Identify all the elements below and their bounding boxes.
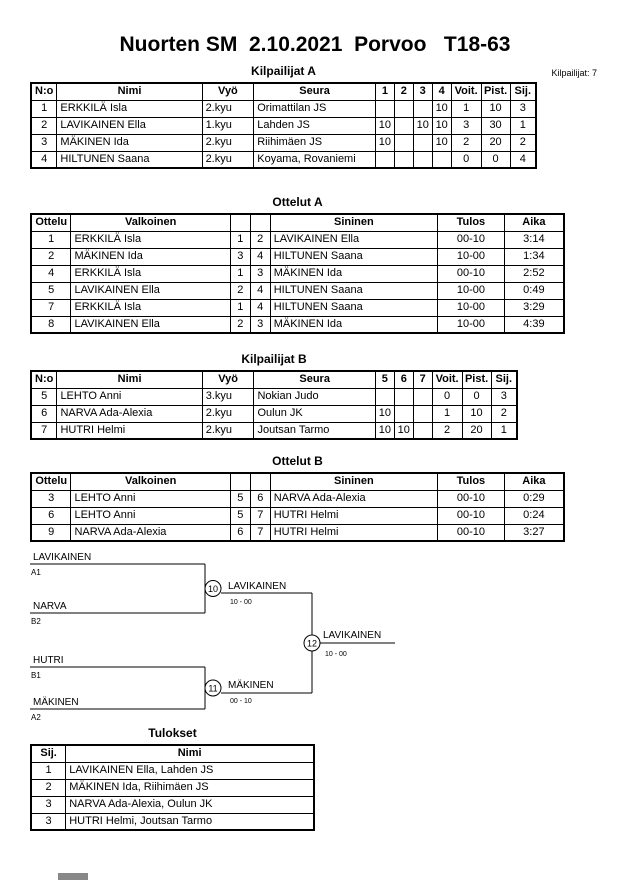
cell-white-no: 1 xyxy=(230,231,250,248)
col-header-nimi: Nimi xyxy=(57,371,202,388)
cell-blue-no: 2 xyxy=(250,231,270,248)
col-header-nimi: Nimi xyxy=(57,83,202,100)
cell-sij: 3 xyxy=(510,100,536,117)
cell-no: 2 xyxy=(31,117,57,134)
cell-white-no: 2 xyxy=(230,316,250,333)
cell-no: 5 xyxy=(31,388,57,405)
col-header-blue-no xyxy=(250,473,270,490)
cell-tulos: 10-00 xyxy=(438,282,505,299)
cell-blue-name: MÄKINEN Ida xyxy=(270,316,437,333)
cell-white-name: MÄKINEN Ida xyxy=(71,248,230,265)
cell-sij: 2 xyxy=(510,134,536,151)
cell-seura: Lahden JS xyxy=(254,117,376,134)
cell-score-5: 10 xyxy=(375,422,394,439)
cell-sij: 3 xyxy=(491,388,517,405)
cell-nimi: HUTRI Helmi xyxy=(57,422,202,439)
cell-aika: 0:29 xyxy=(504,490,564,507)
bracket-sf1-top-seed: A1 xyxy=(31,568,41,577)
bracket-sf2-score: 00 - 10 xyxy=(230,698,252,705)
cell-blue-name: LAVIKAINEN Ella xyxy=(270,231,437,248)
cell-match-no: 8 xyxy=(31,316,71,333)
cell-score-1 xyxy=(375,151,394,168)
table-row xyxy=(31,796,314,813)
cell-aika: 3:29 xyxy=(504,299,564,316)
table-row xyxy=(31,151,536,168)
cell-white-no: 1 xyxy=(230,299,250,316)
col-header-pist: Pist. xyxy=(481,83,510,100)
cell-score-2 xyxy=(394,117,413,134)
col-header-vyo: Vyö xyxy=(202,83,254,100)
heading-kilpailijat-a: Kilpailijat A xyxy=(251,64,316,78)
col-header-6: 6 xyxy=(394,371,413,388)
col-header-valkoinen: Valkoinen xyxy=(71,214,230,231)
cell-pist: 0 xyxy=(462,388,491,405)
cell-voit: 1 xyxy=(432,405,462,422)
cell-score-2 xyxy=(394,151,413,168)
col-header-1: 1 xyxy=(375,83,394,100)
cell-blue-name: NARVA Ada-Alexia xyxy=(270,490,437,507)
bracket-final-winner: LAVIKAINEN xyxy=(323,630,382,641)
col-header-ottelu: Ottelu xyxy=(31,473,71,490)
cell-white-no: 1 xyxy=(230,265,250,282)
col-header-sij: Sij. xyxy=(31,745,66,762)
cell-voit: 1 xyxy=(451,100,481,117)
cell-aika: 3:27 xyxy=(504,524,564,541)
cell-match-no: 3 xyxy=(31,490,71,507)
col-header-2: 2 xyxy=(394,83,413,100)
cell-no: 4 xyxy=(31,151,57,168)
bracket-sf1-bottom-seed: B2 xyxy=(31,617,41,626)
col-header-voit: Voit. xyxy=(432,371,462,388)
cell-aika: 4:39 xyxy=(504,316,564,333)
cell-score-3 xyxy=(413,134,432,151)
cell-score-1: 10 xyxy=(375,117,394,134)
col-header-pist: Pist. xyxy=(462,371,491,388)
col-header-sij: Sij. xyxy=(491,371,517,388)
cell-no: 3 xyxy=(31,134,57,151)
cell-white-name: LAVIKAINEN Ella xyxy=(71,282,230,299)
cell-white-name: LEHTO Anni xyxy=(71,507,230,524)
cell-blue-no: 3 xyxy=(250,265,270,282)
header-row xyxy=(31,83,536,100)
col-header-7: 7 xyxy=(413,371,432,388)
cell-sij: 2 xyxy=(491,405,517,422)
cell-voit: 3 xyxy=(451,117,481,134)
bracket-sf2-bottom-name: MÄKINEN xyxy=(33,697,79,708)
heading-ottelut-a: Ottelut A xyxy=(272,195,323,209)
table-row xyxy=(31,422,517,439)
cell-blue-no: 3 xyxy=(250,316,270,333)
col-header-sij: Sij. xyxy=(510,83,536,100)
cell-nimi: HUTRI Helmi, Joutsan Tarmo xyxy=(66,813,314,830)
cell-no: 6 xyxy=(31,405,57,422)
cell-blue-name: HUTRI Helmi xyxy=(270,524,437,541)
table-row xyxy=(31,299,564,316)
cell-pist: 30 xyxy=(481,117,510,134)
table-row xyxy=(31,134,536,151)
cell-score-5 xyxy=(375,388,394,405)
bracket-sf1-score: 10 - 00 xyxy=(230,599,252,606)
bracket-sf1-bottom-name: NARVA xyxy=(33,601,67,612)
cell-score-5: 10 xyxy=(375,405,394,422)
cell-sij: 1 xyxy=(491,422,517,439)
col-header-no: N:o xyxy=(31,83,57,100)
cell-match-no: 5 xyxy=(31,282,71,299)
cell-aika: 3:14 xyxy=(504,231,564,248)
cell-score-7 xyxy=(413,405,432,422)
table-row xyxy=(31,117,536,134)
cell-match-no: 9 xyxy=(31,524,71,541)
table-row xyxy=(31,813,314,830)
bracket-final-score: 10 - 00 xyxy=(325,651,347,658)
section-tulokset xyxy=(30,726,315,831)
cell-score-1 xyxy=(375,100,394,117)
table-row xyxy=(31,100,536,117)
cell-score-7 xyxy=(413,422,432,439)
competitors-count: Kilpailijat: 7 xyxy=(551,68,597,78)
table-row xyxy=(31,762,314,779)
cell-nimi: MÄKINEN Ida xyxy=(57,134,202,151)
cell-white-no: 2 xyxy=(230,282,250,299)
col-header-aika: Aika xyxy=(504,214,564,231)
header-row xyxy=(31,214,564,231)
cell-seura: Riihimäen JS xyxy=(254,134,376,151)
cell-aika: 0:49 xyxy=(504,282,564,299)
cell-white-name: NARVA Ada-Alexia xyxy=(71,524,230,541)
cell-nimi: LAVIKAINEN Ella xyxy=(57,117,202,134)
cell-sij: 2 xyxy=(31,779,66,796)
cell-blue-no: 7 xyxy=(250,507,270,524)
cell-seura: Oulun JK xyxy=(254,405,375,422)
table-row xyxy=(31,507,564,524)
cell-voit: 2 xyxy=(451,134,481,151)
section-kilpailijat-b xyxy=(30,352,518,440)
bracket-final-match-no: 12 xyxy=(306,638,318,649)
cell-white-name: ERKKILÄ Isla xyxy=(71,265,230,282)
cell-score-2 xyxy=(394,134,413,151)
cell-blue-no: 4 xyxy=(250,282,270,299)
cell-sij: 1 xyxy=(510,117,536,134)
heading-kilpailijat-b: Kilpailijat B xyxy=(241,352,307,366)
heading-ottelut-b: Ottelut B xyxy=(272,454,323,468)
table-tulokset xyxy=(30,744,315,831)
cell-blue-name: HILTUNEN Saana xyxy=(270,248,437,265)
cell-pist: 20 xyxy=(462,422,491,439)
cell-tulos: 00-10 xyxy=(438,507,505,524)
cell-sij: 3 xyxy=(31,813,66,830)
table-row xyxy=(31,388,517,405)
footer-mark xyxy=(58,873,88,880)
col-header-aika: Aika xyxy=(504,473,564,490)
cell-vyo: 2.kyu xyxy=(202,422,254,439)
cell-score-6: 10 xyxy=(394,422,413,439)
header-row xyxy=(31,371,517,388)
cell-nimi: ERKKILÄ Isla xyxy=(57,100,202,117)
cell-vyo: 2.kyu xyxy=(202,134,254,151)
table-kilpailijat-a xyxy=(30,82,537,169)
cell-no: 1 xyxy=(31,100,57,117)
cell-nimi: MÄKINEN Ida, Riihimäen JS xyxy=(66,779,314,796)
cell-nimi: NARVA Ada-Alexia, Oulun JK xyxy=(66,796,314,813)
table-row xyxy=(31,316,564,333)
bracket-sf2-winner: MÄKINEN xyxy=(228,680,274,691)
cell-score-1: 10 xyxy=(375,134,394,151)
cell-score-3 xyxy=(413,100,432,117)
cell-seura: Orimattilan JS xyxy=(254,100,376,117)
col-header-no: N:o xyxy=(31,371,57,388)
cell-vyo: 2.kyu xyxy=(202,100,254,117)
cell-pist: 10 xyxy=(481,100,510,117)
cell-white-no: 5 xyxy=(230,490,250,507)
bracket-sf2-match-no: 11 xyxy=(208,683,218,694)
bracket-sf1-top-name: LAVIKAINEN xyxy=(33,552,92,563)
cell-seura: Joutsan Tarmo xyxy=(254,422,375,439)
col-header-seura: Seura xyxy=(254,371,375,388)
cell-score-7 xyxy=(413,388,432,405)
col-header-sininen: Sininen xyxy=(270,214,437,231)
cell-score-4: 10 xyxy=(432,134,451,151)
col-header-nimi: Nimi xyxy=(66,745,314,762)
cell-pist: 20 xyxy=(481,134,510,151)
bracket-sf1-winner: LAVIKAINEN xyxy=(228,581,287,592)
table-row xyxy=(31,524,564,541)
cell-blue-no: 4 xyxy=(250,248,270,265)
cell-tulos: 00-10 xyxy=(438,265,505,282)
table-row xyxy=(31,248,564,265)
cell-sij: 1 xyxy=(31,762,66,779)
cell-match-no: 2 xyxy=(31,248,71,265)
cell-score-6 xyxy=(394,405,413,422)
cell-pist: 0 xyxy=(481,151,510,168)
cell-white-no: 6 xyxy=(230,524,250,541)
col-header-5: 5 xyxy=(375,371,394,388)
cell-vyo: 2.kyu xyxy=(202,151,254,168)
cell-blue-no: 7 xyxy=(250,524,270,541)
cell-vyo: 1.kyu xyxy=(202,117,254,134)
cell-aika: 2:52 xyxy=(504,265,564,282)
col-header-seura: Seura xyxy=(254,83,376,100)
col-header-white-no xyxy=(230,473,250,490)
page-title: Nuorten SM 2.10.2021 Porvoo T18-63 xyxy=(119,33,511,56)
section-ottelut-a xyxy=(30,195,565,334)
cell-tulos: 00-10 xyxy=(438,490,505,507)
cell-score-4: 10 xyxy=(432,100,451,117)
cell-pist: 10 xyxy=(462,405,491,422)
table-row xyxy=(31,231,564,248)
cell-match-no: 6 xyxy=(31,507,71,524)
cell-match-no: 4 xyxy=(31,265,71,282)
cell-aika: 1:34 xyxy=(504,248,564,265)
cell-voit: 2 xyxy=(432,422,462,439)
table-row xyxy=(31,405,517,422)
col-header-ottelu: Ottelu xyxy=(31,214,71,231)
col-header-voit: Voit. xyxy=(451,83,481,100)
bracket-diagram xyxy=(0,544,630,726)
cell-white-no: 3 xyxy=(230,248,250,265)
cell-vyo: 2.kyu xyxy=(202,405,254,422)
col-header-white-no xyxy=(230,214,250,231)
col-header-vyo: Vyö xyxy=(202,371,254,388)
cell-sij: 4 xyxy=(510,151,536,168)
col-header-4: 4 xyxy=(432,83,451,100)
cell-white-name: ERKKILÄ Isla xyxy=(71,299,230,316)
table-ottelut-a xyxy=(30,213,565,334)
col-header-tulos: Tulos xyxy=(438,473,505,490)
header-row xyxy=(31,745,314,762)
table-row xyxy=(31,265,564,282)
cell-blue-no: 6 xyxy=(250,490,270,507)
cell-no: 7 xyxy=(31,422,57,439)
cell-seura: Koyama, Rovaniemi xyxy=(254,151,376,168)
cell-tulos: 10-00 xyxy=(438,248,505,265)
col-header-sininen: Sininen xyxy=(270,473,437,490)
section-ottelut-b xyxy=(30,454,565,542)
cell-nimi: LEHTO Anni xyxy=(57,388,202,405)
bracket-sf2-top-seed: B1 xyxy=(31,671,41,680)
bracket-sf2-bottom-seed: A2 xyxy=(31,713,41,722)
cell-white-name: ERKKILÄ Isla xyxy=(71,231,230,248)
cell-sij: 3 xyxy=(31,796,66,813)
cell-nimi: NARVA Ada-Alexia xyxy=(57,405,202,422)
col-header-valkoinen: Valkoinen xyxy=(71,473,230,490)
cell-vyo: 3.kyu xyxy=(202,388,254,405)
table-kilpailijat-b xyxy=(30,370,518,440)
cell-blue-name: HILTUNEN Saana xyxy=(270,282,437,299)
cell-tulos: 00-10 xyxy=(438,524,505,541)
cell-blue-no: 4 xyxy=(250,299,270,316)
table-row xyxy=(31,282,564,299)
cell-match-no: 1 xyxy=(31,231,71,248)
table-row xyxy=(31,779,314,796)
cell-tulos: 10-00 xyxy=(438,316,505,333)
cell-aika: 0:24 xyxy=(504,507,564,524)
col-header-blue-no xyxy=(250,214,270,231)
cell-blue-name: HUTRI Helmi xyxy=(270,507,437,524)
cell-white-name: LEHTO Anni xyxy=(71,490,230,507)
cell-tulos: 00-10 xyxy=(438,231,505,248)
cell-blue-name: HILTUNEN Saana xyxy=(270,299,437,316)
cell-white-no: 5 xyxy=(230,507,250,524)
table-row xyxy=(31,490,564,507)
cell-score-6 xyxy=(394,388,413,405)
cell-score-2 xyxy=(394,100,413,117)
cell-score-3: 10 xyxy=(413,117,432,134)
cell-voit: 0 xyxy=(451,151,481,168)
cell-nimi: HILTUNEN Saana xyxy=(57,151,202,168)
cell-tulos: 10-00 xyxy=(438,299,505,316)
cell-nimi: LAVIKAINEN Ella, Lahden JS xyxy=(66,762,314,779)
cell-score-3 xyxy=(413,151,432,168)
cell-white-name: LAVIKAINEN Ella xyxy=(71,316,230,333)
col-header-tulos: Tulos xyxy=(438,214,505,231)
heading-tulokset: Tulokset xyxy=(148,726,197,740)
cell-match-no: 7 xyxy=(31,299,71,316)
cell-score-4: 10 xyxy=(432,117,451,134)
bracket-sf2-top-name: HUTRI xyxy=(33,655,64,666)
section-kilpailijat-a xyxy=(30,64,537,169)
header-row xyxy=(31,473,564,490)
table-ottelut-b xyxy=(30,472,565,542)
cell-voit: 0 xyxy=(432,388,462,405)
cell-seura: Nokian Judo xyxy=(254,388,375,405)
col-header-3: 3 xyxy=(413,83,432,100)
cell-blue-name: MÄKINEN Ida xyxy=(270,265,437,282)
cell-score-4 xyxy=(432,151,451,168)
bracket-sf1-match-no: 10 xyxy=(207,584,219,594)
